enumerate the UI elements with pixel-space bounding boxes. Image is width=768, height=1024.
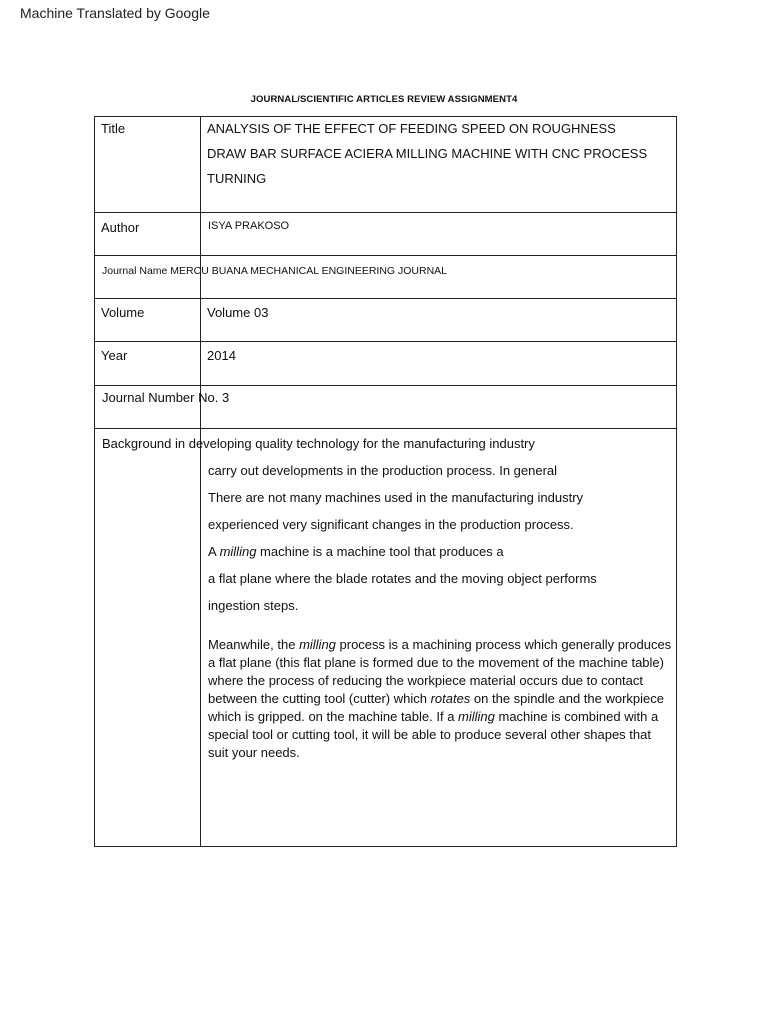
background-line: ingestion steps.	[208, 598, 299, 613]
journal-number-text: Journal Number No. 3	[102, 390, 230, 405]
background-line: carry out developments in the production process. In general	[208, 463, 558, 478]
title-value-line: TURNING	[207, 171, 267, 186]
italic-term: milling	[458, 709, 495, 724]
volume-label: Volume	[101, 305, 145, 320]
text-span: Meanwhile, the	[208, 637, 300, 652]
year-value: 2014	[207, 348, 236, 363]
paragraph-line	[208, 690, 678, 708]
machine-translated-banner: Machine Translated by Google	[20, 5, 210, 21]
text-span: on the spindle and the workpiece	[470, 691, 664, 706]
journal-name-text: Journal Name MERCU BUANA MECHANICAL ENGINEERING JOURNAL	[102, 265, 448, 277]
italic-term: milling	[299, 637, 336, 652]
text-span: between the cutting tool (cutter) which	[208, 691, 431, 706]
page-heading: JOURNAL/SCIENTIFIC ARTICLES REVIEW ASSIGNMENT4	[250, 94, 518, 105]
row-divider	[94, 385, 677, 386]
text-span: process is a machining process which generally produces	[335, 637, 672, 652]
row-divider	[94, 341, 677, 342]
italic-term: milling	[219, 544, 257, 559]
paragraph-line: a flat plane (this flat plane is formed due to the movement of the machine table)	[208, 655, 664, 670]
background-line: experienced very significant changes in the production process.	[208, 517, 574, 532]
background-line: There are not many machines used in the manufacturing industry	[208, 490, 584, 505]
text-span: machine is a machine tool that produces a	[256, 544, 504, 559]
table-border-bottom	[94, 846, 677, 847]
table-border-left	[94, 116, 95, 847]
paragraph-line: suit your needs.	[208, 745, 300, 760]
title-value-line: DRAW BAR SURFACE ACIERA MILLING MACHINE WITH CNC PROCESS	[207, 146, 648, 161]
volume-value: Volume 03	[207, 305, 269, 320]
text-span: machine is combined with a	[494, 709, 659, 724]
author-label: Author	[101, 220, 140, 235]
background-first-line: Background in developing quality technology for the manufacturing industry	[102, 436, 535, 451]
text-span: which is gripped. on the machine table. If a	[208, 709, 459, 724]
row-divider	[94, 428, 677, 429]
row-divider	[94, 255, 677, 256]
paragraph-line: special tool or cutting tool, it will be able to produce several other shapes that	[208, 727, 651, 742]
row-divider	[94, 212, 677, 213]
text-span: A	[208, 544, 220, 559]
italic-term: rotates	[430, 691, 471, 706]
table-border-top	[94, 116, 677, 117]
column-divider	[200, 116, 201, 847]
year-label: Year	[101, 348, 128, 363]
background-line: a flat plane where the blade rotates and the moving object performs	[208, 571, 597, 586]
paragraph-line	[208, 708, 678, 726]
paragraph-line: where the process of reducing the workpiece material occurs due to contact	[208, 673, 644, 688]
row-divider	[94, 298, 677, 299]
author-value: ISYA PRAKOSO	[208, 220, 290, 232]
background-milling-line	[208, 544, 504, 560]
title-label: Title	[101, 121, 126, 136]
paragraph-line	[208, 636, 678, 654]
title-value-line: ANALYSIS OF THE EFFECT OF FEEDING SPEED ON ROUGHNESS	[207, 121, 616, 136]
background-paragraph	[208, 636, 678, 762]
